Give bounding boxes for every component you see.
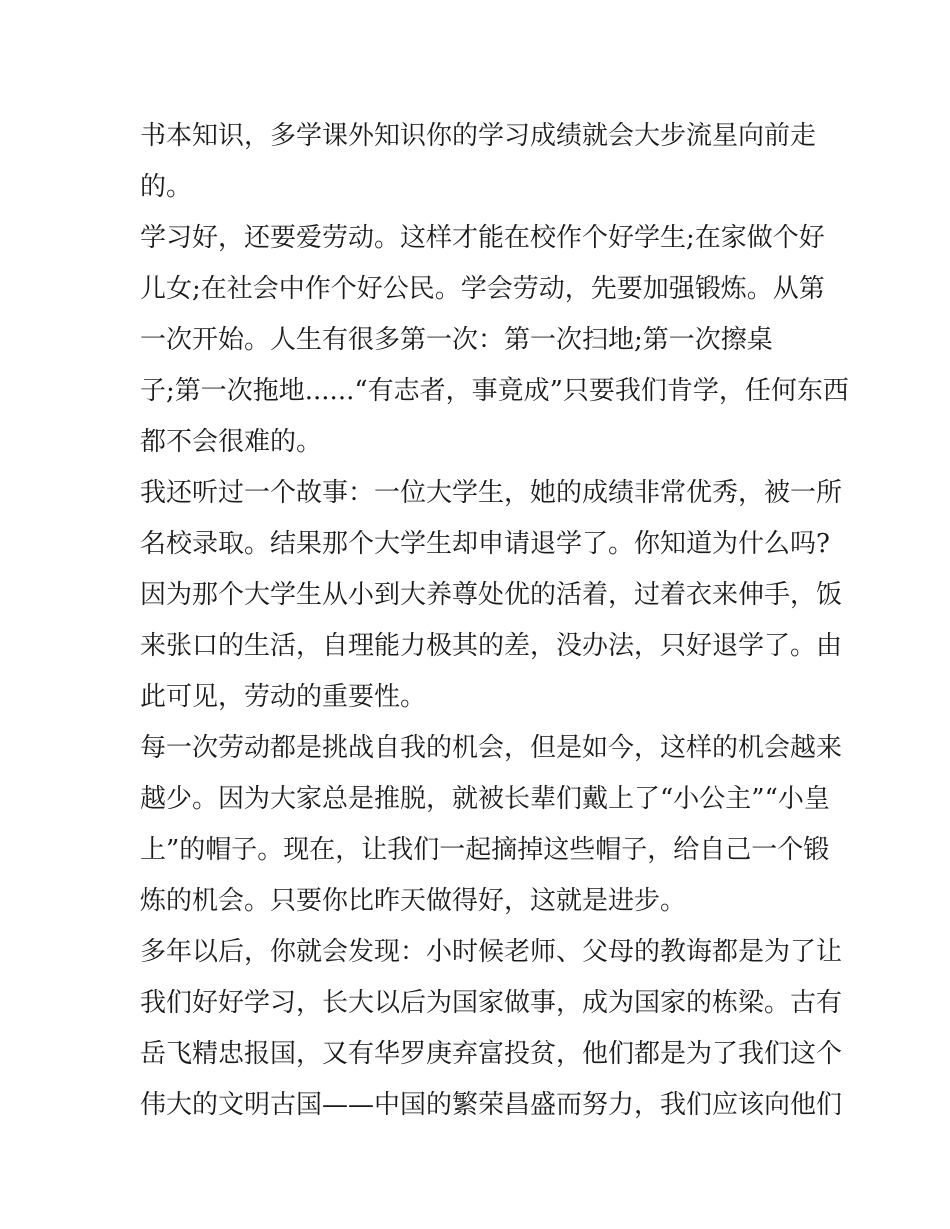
text-line: 来张口的生活，自理能力极其的差，没办法，只好退学了。由 <box>140 631 843 661</box>
text-line: 伟大的文明古国——中国的繁荣昌盛而努力，我们应该向他们 <box>140 1090 843 1120</box>
text-line: 我们好好学习，长大以后为国家做事，成为国家的栋梁。古有 <box>140 988 843 1018</box>
text-line: 每一次劳动都是挑战自我的机会，但是如今，这样的机会越来 <box>140 733 843 763</box>
text-line: 炼的机会。只要你比昨天做得好，这就是进步。 <box>140 886 687 916</box>
text-line: 上”的帽子。现在，让我们一起摘掉这些帽子，给自己一个锻 <box>140 835 830 865</box>
text-line: 我还听过一个故事：一位大学生，她的成绩非常优秀，被一所 <box>140 478 843 508</box>
text-line: 都不会很难的。 <box>140 427 323 457</box>
text-line: 儿女;在社会中作个好公民。学会劳动，先要加强锻炼。从第 <box>140 274 825 304</box>
text-line: 此可见，劳动的重要性。 <box>140 682 427 712</box>
text-line: 书本知识，多学课外知识你的学习成绩就会大步流星向前走 <box>140 121 817 151</box>
text-line: 因为那个大学生从小到大养尊处优的活着，过着衣来伸手，饭 <box>140 580 843 610</box>
text-line: 学习好，还要爱劳动。这样才能在校作个好学生;在家做个好 <box>140 223 825 253</box>
text-line: 名校录取。结果那个大学生却申请退学了。你知道为什么吗? <box>140 529 830 559</box>
text-line: 越少。因为大家总是推脱，就被长辈们戴上了“小公主”“小皇 <box>140 784 830 814</box>
text-line: 岳飞精忠报国，又有华罗庚弃富投贫，他们都是为了我们这个 <box>140 1039 843 1069</box>
text-line: 多年以后，你就会发现：小时候老师、父母的教诲都是为了让 <box>140 937 843 967</box>
body-text <box>140 111 849 1131</box>
text-line: 的。 <box>140 172 193 202</box>
text-line: 一次开始。人生有很多第一次：第一次扫地;第一次擦桌 <box>140 325 773 355</box>
text-line: 子;第一次拖地......“有志者，事竟成”只要我们肯学，任何东西 <box>140 376 849 406</box>
